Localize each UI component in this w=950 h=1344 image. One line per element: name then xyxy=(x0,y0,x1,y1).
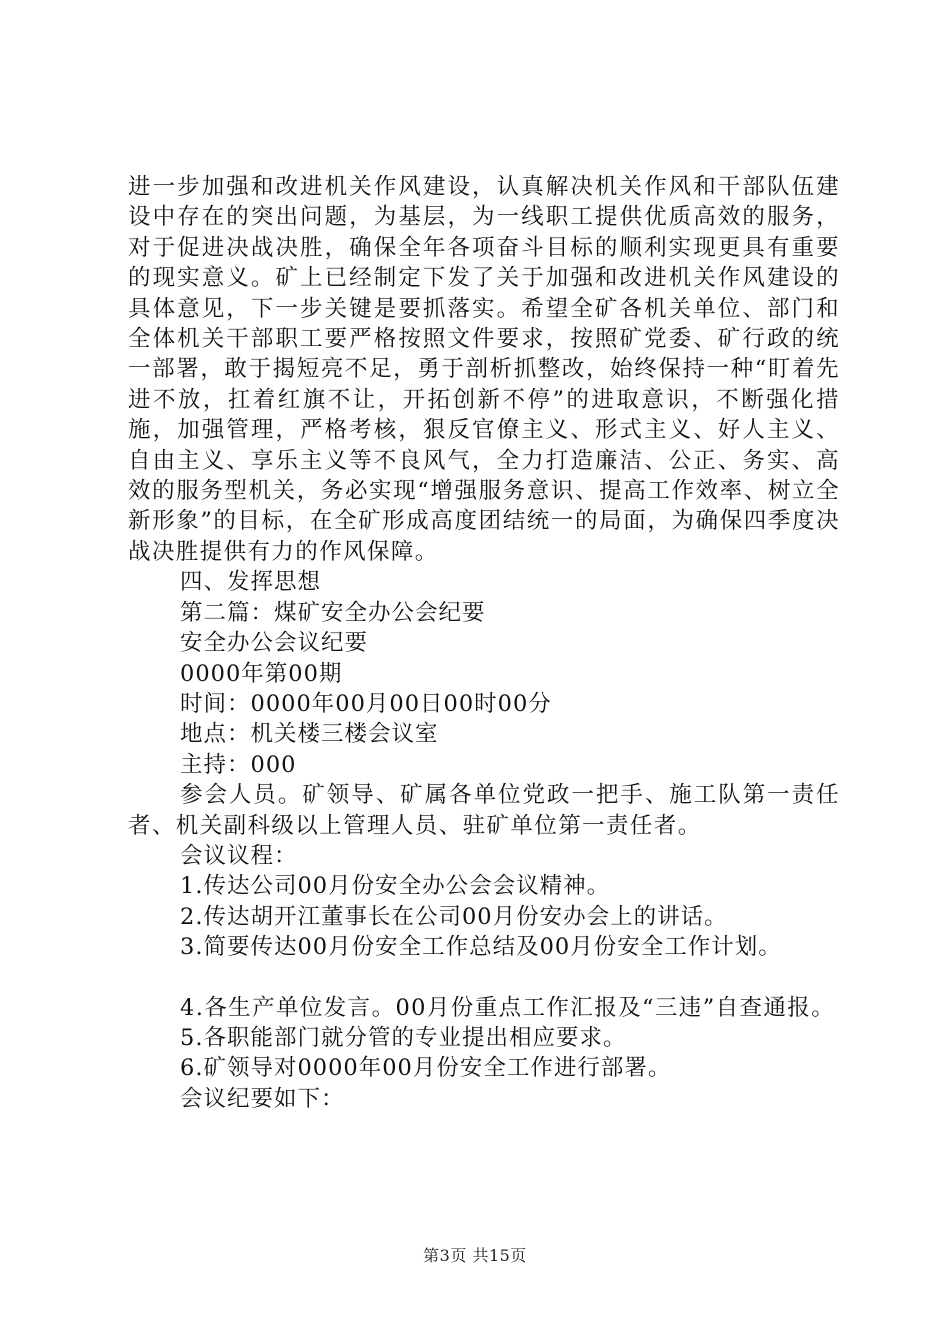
chapter-title: 第二篇：煤矿安全办公会纪要 xyxy=(180,599,486,626)
document-body xyxy=(128,172,840,1114)
agenda-label: 会议议程： xyxy=(180,842,298,869)
attendees-paragraph: 参会人员。矿领导、矿属各单位党政一把手、施工队第一责任者、机关副科级以上管理人员、驻矿单位第一责任者。 xyxy=(128,782,840,839)
agenda-item: 1.传达公司00月份安全办公会会议精神。 xyxy=(180,873,611,900)
minutes-label: 会议纪要如下： xyxy=(180,1085,345,1112)
meeting-time: 时间：0000年00月00日00时00分 xyxy=(180,690,552,717)
agenda-item: 6.矿领导对0000年00月份安全工作进行部署。 xyxy=(180,1055,672,1082)
agenda-item: 4.各生产单位发言。00月份重点工作汇报及“三违”自查通报。 xyxy=(180,994,836,1021)
meeting-title: 安全办公会议纪要 xyxy=(180,630,369,657)
meeting-host: 主持：000 xyxy=(180,751,297,778)
meeting-location: 地点：机关楼三楼会议室 xyxy=(180,721,439,748)
issue-number: 0000年第00期 xyxy=(180,660,343,687)
agenda-item: 5.各职能部门就分管的专业提出相应要求。 xyxy=(180,1024,627,1051)
agenda-item: 3.简要传达00月份安全工作总结及00月份安全工作计划。 xyxy=(180,934,782,961)
agenda-item: 2.传达胡开江董事长在公司00月份安办会上的讲话。 xyxy=(180,903,728,930)
body-paragraph: 进一步加强和改进机关作风建设，认真解决机关作风和干部队伍建设中存在的突出问题，为基层，为一线职工提供优质高效的服务，对于促进决战决胜，确保全年各项奋斗目标的顺利实现更具有重要的现实意义。矿上已经制定下发了关于加强和改进机关作风建设的具体意见，下一步关键是要抓落实。希望全矿各机关单位、部门和全体机关干部职工要严格按照文件要求，按照矿党委、矿行政的统一部署，敢于揭短亮不足，勇于剖析抓整改，始终保持一种“盯着先进不放，扛着红旗不让，开拓创新不停”的进取意识，不断强化措施，加强管理，严格考核，狠反官僚主义、形式主义、好人主义、自由主义、享乐主义等不良风气，全力打造廉洁、公正、务实、高效的服务型机关，务必实现“增强服务意识、提高工作效率、树立全新形象”的目标，在全矿形成高度团结统一的局面，为确保四季度决战决胜提供有力的作风保障。 xyxy=(128,174,840,565)
section-heading: 四、发挥思想 xyxy=(180,569,322,596)
page-number-footer: 第3页 共15页 xyxy=(423,1246,527,1265)
